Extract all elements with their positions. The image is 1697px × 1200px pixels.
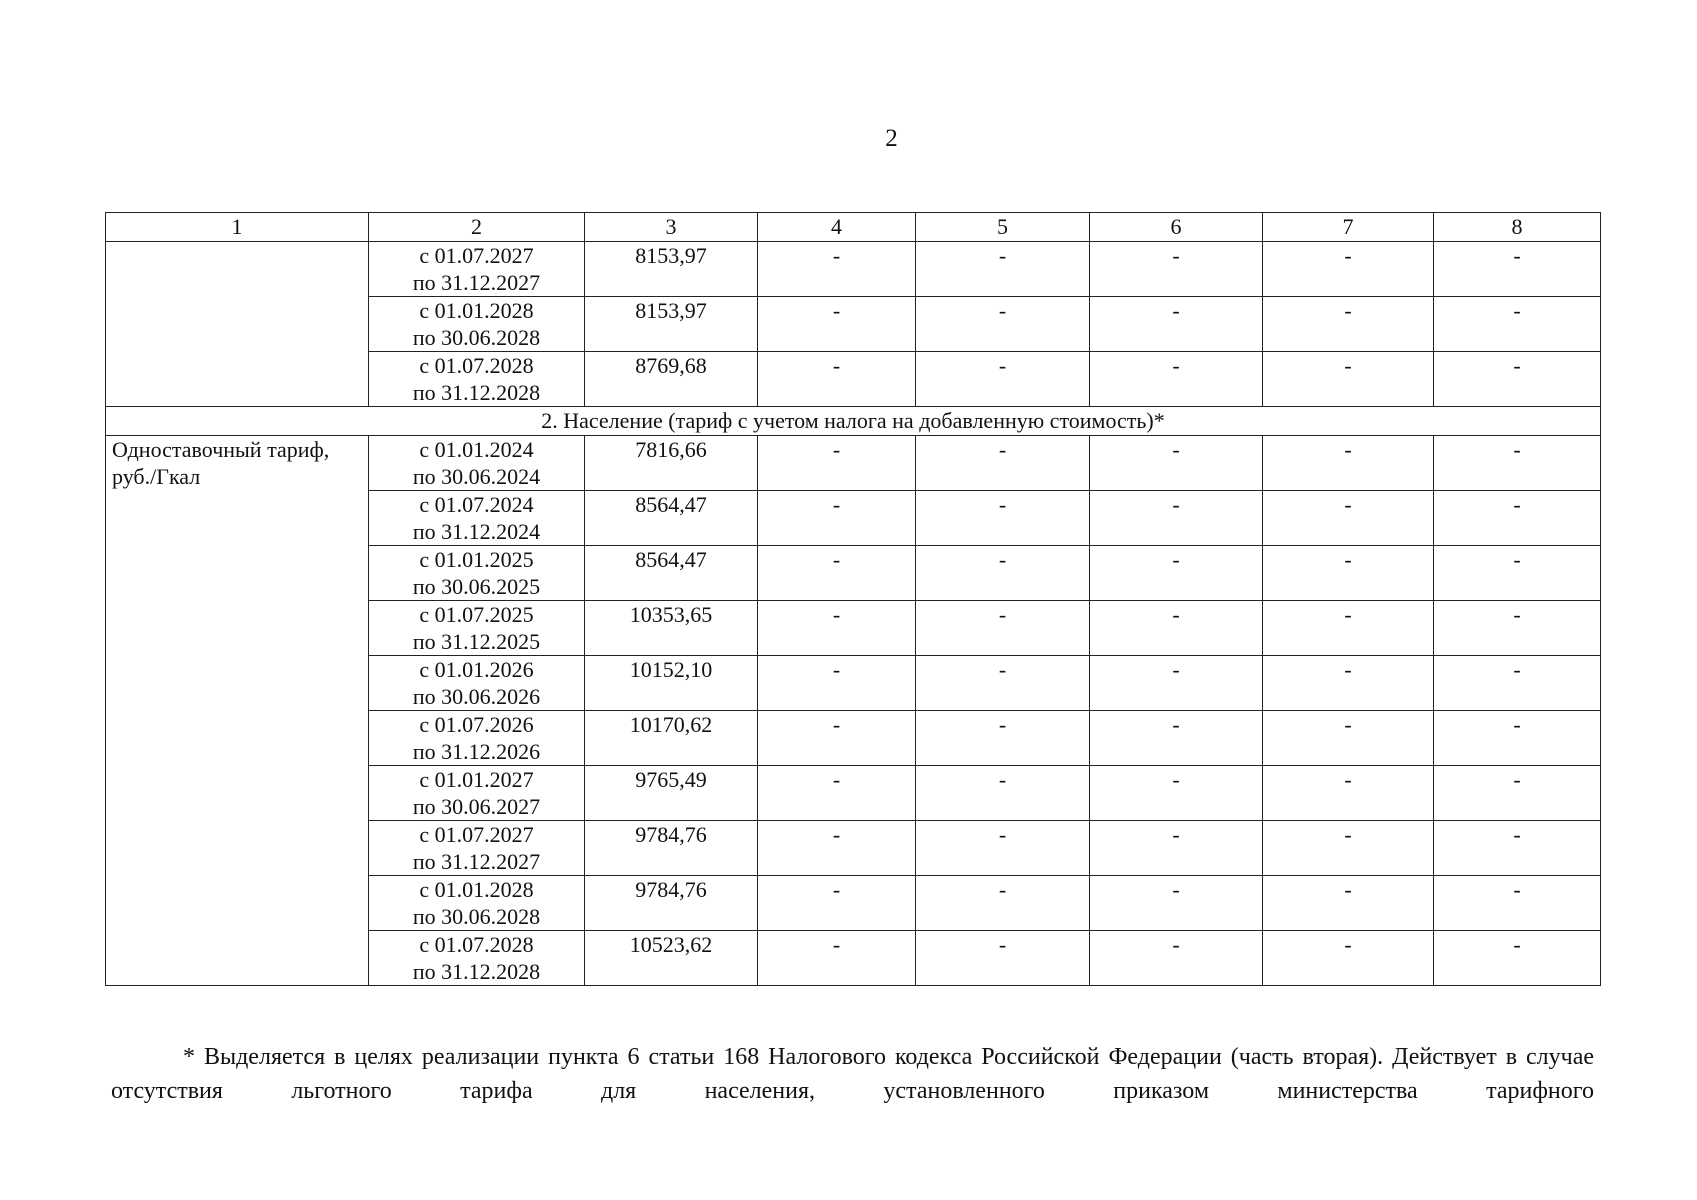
period-cell [369, 766, 585, 821]
price-cell: 8564,47 [585, 491, 758, 546]
empty-value-cell: - [1434, 601, 1601, 656]
period-to: по 30.06.2024 [412, 464, 541, 489]
column-header: 8 [1434, 213, 1601, 242]
empty-value-cell: - [1090, 821, 1263, 876]
column-header: 2 [369, 213, 585, 242]
header-row [106, 213, 1601, 242]
period-to: по 30.06.2028 [412, 904, 541, 929]
price-cell: 10170,62 [585, 711, 758, 766]
empty-value-cell: - [916, 242, 1090, 297]
price-cell: 10523,62 [585, 931, 758, 986]
page-number: 2 [885, 125, 898, 152]
empty-value-cell: - [1090, 876, 1263, 931]
empty-value-cell: - [758, 242, 916, 297]
empty-value-cell: - [1263, 656, 1434, 711]
empty-value-cell: - [1090, 546, 1263, 601]
empty-value-cell: - [1434, 711, 1601, 766]
table-row [106, 436, 1601, 491]
empty-value-cell: - [1090, 352, 1263, 407]
period-from: с 01.01.2028 [419, 298, 534, 323]
empty-value-cell: - [916, 491, 1090, 546]
empty-value-cell: - [758, 297, 916, 352]
period-from: с 01.07.2028 [419, 932, 534, 957]
empty-value-cell: - [1263, 242, 1434, 297]
empty-value-cell: - [1263, 297, 1434, 352]
empty-value-cell: - [758, 656, 916, 711]
empty-value-cell: - [1090, 436, 1263, 491]
empty-value-cell: - [1434, 766, 1601, 821]
tariff-table [105, 212, 1601, 986]
empty-value-cell: - [916, 766, 1090, 821]
empty-value-cell: - [916, 821, 1090, 876]
empty-value-cell: - [1090, 601, 1263, 656]
price-cell: 8564,47 [585, 546, 758, 601]
price-cell: 10152,10 [585, 656, 758, 711]
empty-value-cell: - [1434, 656, 1601, 711]
empty-value-cell: - [1263, 821, 1434, 876]
empty-value-cell: - [1090, 766, 1263, 821]
section-title: 2. Население (тариф с учетом налога на добавленную стоимость)* [106, 407, 1601, 436]
empty-value-cell: - [916, 656, 1090, 711]
empty-value-cell: - [1434, 491, 1601, 546]
empty-value-cell: - [1434, 436, 1601, 491]
empty-value-cell: - [758, 931, 916, 986]
period-from: с 01.01.2027 [419, 767, 534, 792]
table-row [106, 242, 1601, 297]
empty-value-cell: - [758, 766, 916, 821]
empty-value-cell: - [758, 821, 916, 876]
column-header: 5 [916, 213, 1090, 242]
empty-value-cell: - [1090, 931, 1263, 986]
period-cell [369, 491, 585, 546]
period-to: по 31.12.2028 [412, 959, 541, 984]
empty-value-cell: - [1263, 436, 1434, 491]
empty-value-cell: - [758, 601, 916, 656]
price-cell: 10353,65 [585, 601, 758, 656]
empty-value-cell: - [1263, 711, 1434, 766]
empty-value-cell: - [1090, 242, 1263, 297]
period-cell [369, 352, 585, 407]
empty-value-cell: - [1263, 766, 1434, 821]
period-from: с 01.01.2025 [419, 547, 534, 572]
period-cell [369, 931, 585, 986]
period-to: по 31.12.2024 [412, 519, 541, 544]
category-cell: Одноставочный тариф, руб./Гкал [106, 436, 369, 986]
empty-value-cell: - [1263, 546, 1434, 601]
period-cell [369, 601, 585, 656]
period-to: по 30.06.2027 [412, 794, 541, 819]
empty-value-cell: - [916, 711, 1090, 766]
price-cell: 9765,49 [585, 766, 758, 821]
column-header: 6 [1090, 213, 1263, 242]
period-to: по 31.12.2025 [412, 629, 541, 654]
period-to: по 31.12.2027 [412, 270, 541, 295]
price-cell: 8153,97 [585, 297, 758, 352]
empty-value-cell: - [1263, 931, 1434, 986]
empty-value-cell: - [916, 297, 1090, 352]
column-header: 1 [106, 213, 369, 242]
empty-value-cell: - [758, 491, 916, 546]
period-cell [369, 656, 585, 711]
empty-value-cell: - [758, 352, 916, 407]
empty-value-cell: - [1434, 821, 1601, 876]
category-cell [106, 242, 369, 407]
period-cell [369, 242, 585, 297]
empty-value-cell: - [758, 876, 916, 931]
empty-value-cell: - [1434, 546, 1601, 601]
period-cell [369, 711, 585, 766]
column-header: 4 [758, 213, 916, 242]
empty-value-cell: - [1263, 876, 1434, 931]
empty-value-cell: - [1434, 931, 1601, 986]
empty-value-cell: - [1434, 242, 1601, 297]
empty-value-cell: - [1263, 491, 1434, 546]
empty-value-cell: - [1263, 352, 1434, 407]
price-cell: 8769,68 [585, 352, 758, 407]
period-from: с 01.07.2027 [419, 243, 534, 268]
period-cell [369, 297, 585, 352]
period-from: с 01.07.2028 [419, 353, 534, 378]
empty-value-cell: - [916, 352, 1090, 407]
period-cell [369, 876, 585, 931]
price-cell: 7816,66 [585, 436, 758, 491]
empty-value-cell: - [916, 931, 1090, 986]
section-row [106, 407, 1601, 436]
column-header: 7 [1263, 213, 1434, 242]
period-to: по 30.06.2028 [412, 325, 541, 350]
price-cell: 9784,76 [585, 876, 758, 931]
footnote: * Выделяется в целях реализации пункта 6 статьи 168 Налогового кодекса Российской Федерации (часть вторая). Действует в случае отсутствия льготного тарифа для населения, установленного приказом министерства тарифного [111, 1044, 1594, 1104]
column-header: 3 [585, 213, 758, 242]
empty-value-cell: - [1434, 297, 1601, 352]
empty-value-cell: - [1090, 491, 1263, 546]
period-from: с 01.07.2024 [419, 492, 534, 517]
empty-value-cell: - [1090, 297, 1263, 352]
period-from: с 01.01.2024 [419, 437, 534, 462]
empty-value-cell: - [916, 436, 1090, 491]
empty-value-cell: - [916, 876, 1090, 931]
period-to: по 31.12.2026 [412, 739, 541, 764]
empty-value-cell: - [1090, 656, 1263, 711]
period-from: с 01.01.2026 [419, 657, 534, 682]
period-from: с 01.07.2026 [419, 712, 534, 737]
period-from: с 01.01.2028 [419, 877, 534, 902]
period-cell [369, 546, 585, 601]
period-to: по 31.12.2028 [412, 380, 541, 405]
empty-value-cell: - [758, 711, 916, 766]
price-cell: 8153,97 [585, 242, 758, 297]
empty-value-cell: - [916, 546, 1090, 601]
period-from: с 01.07.2025 [419, 602, 534, 627]
period-to: по 30.06.2026 [412, 684, 541, 709]
period-to: по 30.06.2025 [412, 574, 541, 599]
period-cell [369, 821, 585, 876]
empty-value-cell: - [916, 601, 1090, 656]
empty-value-cell: - [758, 436, 916, 491]
empty-value-cell: - [1090, 711, 1263, 766]
period-to: по 31.12.2027 [412, 849, 541, 874]
period-cell [369, 436, 585, 491]
period-from: с 01.07.2027 [419, 822, 534, 847]
empty-value-cell: - [1434, 352, 1601, 407]
price-cell: 9784,76 [585, 821, 758, 876]
empty-value-cell: - [1434, 876, 1601, 931]
empty-value-cell: - [758, 546, 916, 601]
empty-value-cell: - [1263, 601, 1434, 656]
